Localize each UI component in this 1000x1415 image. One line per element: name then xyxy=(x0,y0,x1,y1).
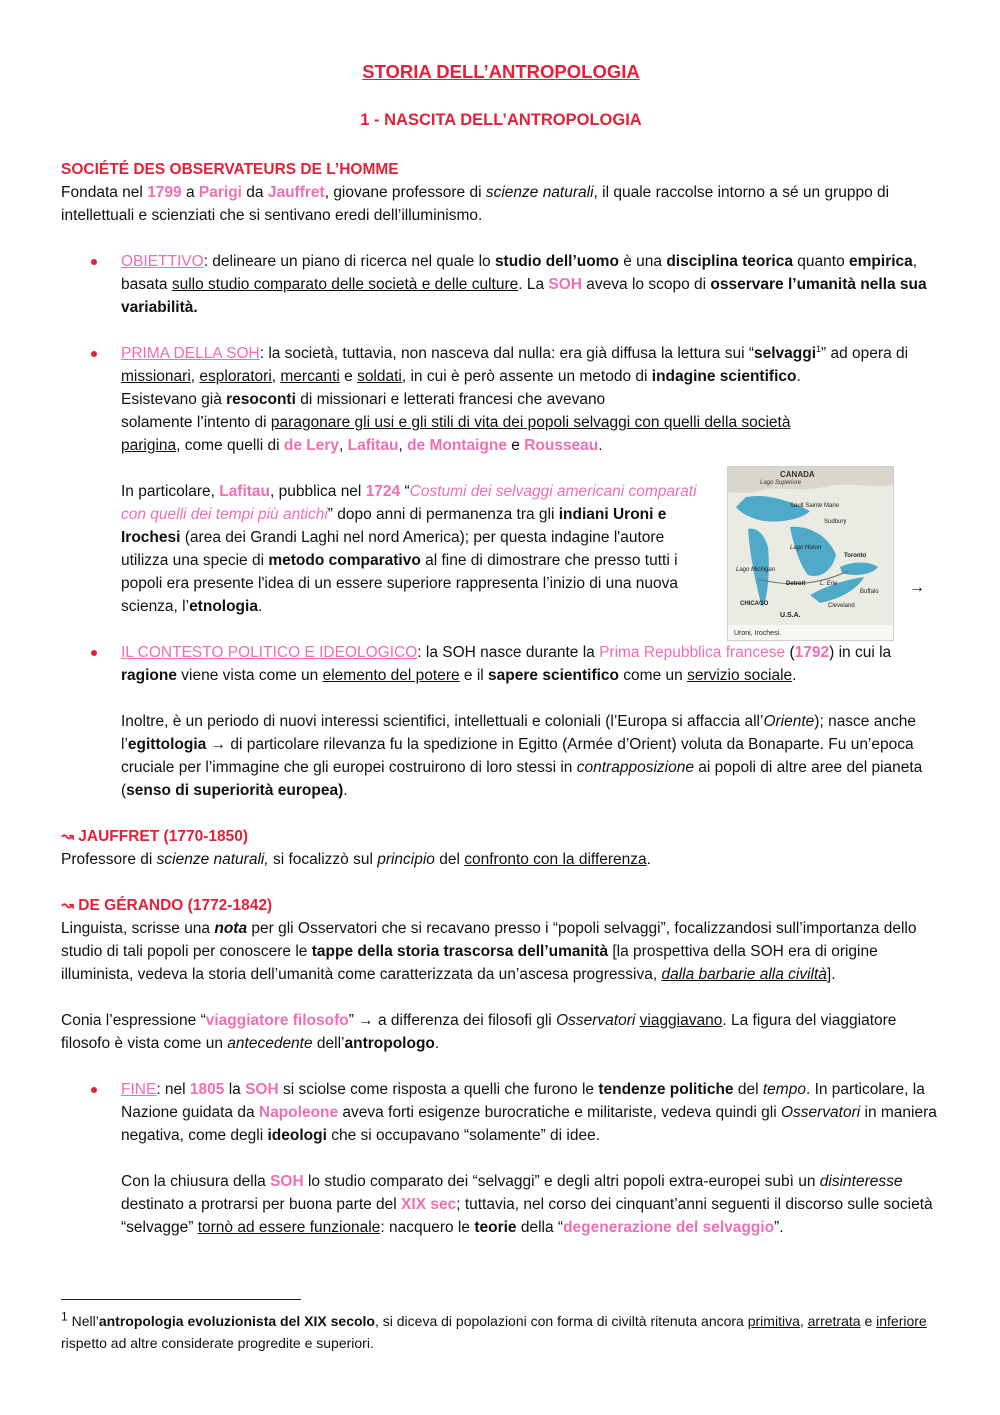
map-label-detroit: Detroit xyxy=(786,581,806,587)
bullet-prima-della-soh: PRIMA DELLA SOH: la società, tuttavia, non nasceva dal nulla: era già diffusa la lettura sui “selvaggi$^1$” ad opera di missionari, esploratori, mercanti e soldati, in cui è però assente un metodo di indagine scientifico. Esistevano già resoconti di missionari e letterati francesi che avevano solamente l’intento di paragonare gli usi e gli stili di vita dei popoli selvaggi con quelli della società parigina, come quelli di de Lery, Lafitau, de Montaigne e Rousseau. In particolare, Lafitau, pubblica nel 1724 “Costumi dei selvaggi americani comparati con quelli dei tempi più antichi” dopo anni di permanenza tra gli indiani Uroni e Irochesi (area dei Grandi Laghi nel nord America); per questa indagine l'autore utilizza una specie di metodo comparativo al fine di dimostrare che presso tutti i popoli era presente l'idea di un essere superiore rappresenta l’inizio di una nuova scienza, l’etnologia. xyxy=(61,342,941,618)
map-label-sault: Sault Sainte Marie xyxy=(790,503,840,509)
soh-intro: Fondata nel 1799 a Parigi da Jauffret, giovane professore di scienze naturali, il quale raccolse intorno a sé un gruppo di intellettuali e scienziati che si sentivano eredi dell’illuminismo. xyxy=(61,184,890,224)
bullet-dot xyxy=(91,650,97,656)
map-label-canada: CANADA xyxy=(780,470,815,479)
jauffret-text: Professore di scienze naturali, si focalizzò sul principio del confronto con la differenza. xyxy=(61,851,651,868)
gerando-heading: ↝ DE GÉRANDO (1772-1842) xyxy=(61,897,273,914)
bullet-contesto: IL CONTESTO POLITICO E IDEOLOGICO: la SOH nasce durante la Prima Repubblica francese (1792) in cui la ragione viene vista come un elemento del potere e il sapere scientifico come un servizio sociale. Inoltre, è un periodo di nuovi interessi scientifici, intellettuali e coloniali (l’Europa si affaccia all’Oriente); nasce anche l’egittologia → di particolare rilevanza fu la spedizione in Egitto (Armée d’Orient) voluta da Bonaparte. Fu un’epoca cruciale per l’immagine che gli europei costruirono di loro stessi in contrapposizione ai popoli di altre aree del pianeta (senso di superiorità europea). xyxy=(61,641,941,802)
bullet-dot xyxy=(91,351,97,357)
jauffret-heading: ↝ JAUFFRET (1770-1850) xyxy=(61,828,248,845)
soh-heading: SOCIÉTÉ DES OBSERVATEURS DE L’HOMME xyxy=(61,161,399,178)
footnote-divider xyxy=(61,1299,301,1300)
map-label-buffalo: Buffalo xyxy=(860,589,879,595)
map-caption: Uroni, Irochesi. xyxy=(734,630,782,637)
map-label-lago-michigan: Lago Michigan xyxy=(736,567,776,573)
gerando-viaggiatore: Conia l’espressione “viaggiatore filosofo” → a differenza dei filosofi gli Osservatori viaggiavano. La figura del viaggiatore filosofo è vista come un antecedente dell’antropologo. xyxy=(61,1012,897,1052)
map-label-lago-huron: Lago Huron xyxy=(790,545,822,551)
map-label-lago-superiore: Lago Superiore xyxy=(760,480,802,486)
bullet-obiettivo: OBIETTIVO: delineare un piano di ricerca nel quale lo studio dell’uomo è una disciplina teorica quanto empirica, basata sullo studio comparato delle società e delle culture. La SOH aveva lo scopo di osservare l’umanità nella sua variabilità. xyxy=(61,250,941,319)
map-label-sudbury: Sudbury xyxy=(824,519,847,525)
bullet-dot xyxy=(91,1087,97,1093)
great-lakes-map xyxy=(727,466,894,641)
map-label-usa: U.S.A. xyxy=(780,612,801,619)
bullet-fine: FINE: nel 1805 la SOH si sciolse come risposta a quelli che furono le tendenze politiche del tempo. In particolare, la Nazione guidata da Napoleone aveva forti esigenze burocratiche e militariste, vedeva quindi gli Osservatori in maniera negativa, come degli ideologi che si occupavano “solamente” di idee. Con la chiusura della SOH lo studio comparato dei “selvaggi” e degli altri popoli extra-europei subì un disinteresse destinato a protrarsi per buona parte del XIX sec; tuttavia, nel corso dei cinquant’anni seguenti il discorso sulle società “selvagge” tornò ad essere funzionale: nacquero le teorie della “degenerazione del selvaggio”. xyxy=(61,1078,941,1239)
great-lakes-map-graphic xyxy=(728,467,893,640)
right-arrow-icon: → xyxy=(909,579,925,596)
bullet-dot xyxy=(91,259,97,265)
footnote: 1 Nell’antropologia evoluzionista del XIX secolo, si diceva di popolazioni con forma di civiltà ritenuta ancora primitiva, arretrata e inferiore rispetto ad altre considerate progredite e superiori. xyxy=(61,1309,927,1351)
map-label-cleveland: Cleveland xyxy=(828,603,855,609)
lafitau-paragraph: In particolare, Lafitau, pubblica nel 1724 “Costumi dei selvaggi americani comparati con quelli dei tempi più antichi” dopo anni di permanenza tra gli indiani Uroni e Irochesi (area dei Grandi Laghi nel nord America); per questa indagine l'autore utilizza una specie di metodo comparativo al fine di dimostrare che presso tutti i popoli era presente l'idea di un essere superiore rappresenta l’inizio di una nuova scienza, l’etnologia. xyxy=(121,483,697,615)
document-body xyxy=(61,60,941,1239)
fine-bullet-list xyxy=(61,1078,941,1239)
map-label-chicago: CHICAGO xyxy=(740,601,769,607)
map-label-erie: L. Erie xyxy=(820,581,838,587)
document-title: STORIA DELL’ANTROPOLOGIA xyxy=(362,61,640,82)
chapter-title: 1 - NASCITA DELL’ANTROPOLOGIA xyxy=(360,111,642,129)
gerando-text: Linguista, scrisse una nota per gli Osservatori che si recavano presso i “popoli selvaggi”, focalizzandosi sull’importanza dello studio di tali popoli per conoscere le tappe della storia trascorsa dell’umanità [la prospettiva della SOH era di origine illuminista, vedeva la storia dell’umanità come caratterizzata da un’ascesa progressiva, dalla barbarie alla civiltà]. xyxy=(61,920,917,983)
map-label-toronto: Toronto xyxy=(844,553,867,559)
